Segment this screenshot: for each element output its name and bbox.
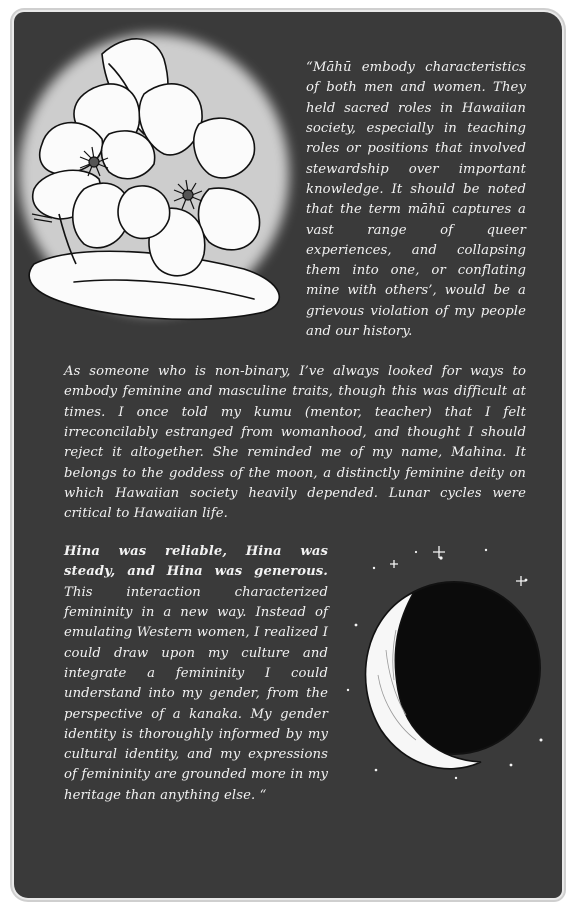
hina-paragraph	[64, 542, 328, 806]
hina-paragraph-text: This interaction characterized femininity in a new way. Instead of emulating Western women, I realized I could draw upon my culture and integrate a femininity I could understand into my gender, from the perspective of a kanaka. My gender identity is thoroughly informed by my cultural identity, and my expressions of femininity are grounded more in my heritage than anything else. “	[64, 584, 328, 803]
plumeria-flower-illustration	[14, 14, 304, 334]
crescent-moon-illustration	[336, 540, 556, 790]
body-paragraph: As someone who is non-binary, I’ve always looked for ways to embody feminine and masculine traits, though this was difficult at times. I once told my kumu (mentor, teacher) that I felt irreconcilably estranged from womanhood, and thought I should reject it altogether. She reminded me of my name, Mahina. It belongs to the goddess of the moon, a distinctly feminine deity on which Hawaiian society heavily depended. Lunar cycles were critical to Hawaiian life.	[64, 364, 526, 522]
hina-bold-lead: Hina was reliable, Hina was steady, and Hina was generous.	[64, 544, 328, 580]
quote-paragraph: “Māhū embody characteristics of both men and women. They held sacred roles in Hawaiian society, especially in teaching roles or positions that involved stewardship over important knowledge. It should be noted that the term māhū captures a vast range of queer experiences, and collapsing them into one, or conflating mine with others’, would be a grievous violation of my people and our history.	[306, 60, 526, 340]
